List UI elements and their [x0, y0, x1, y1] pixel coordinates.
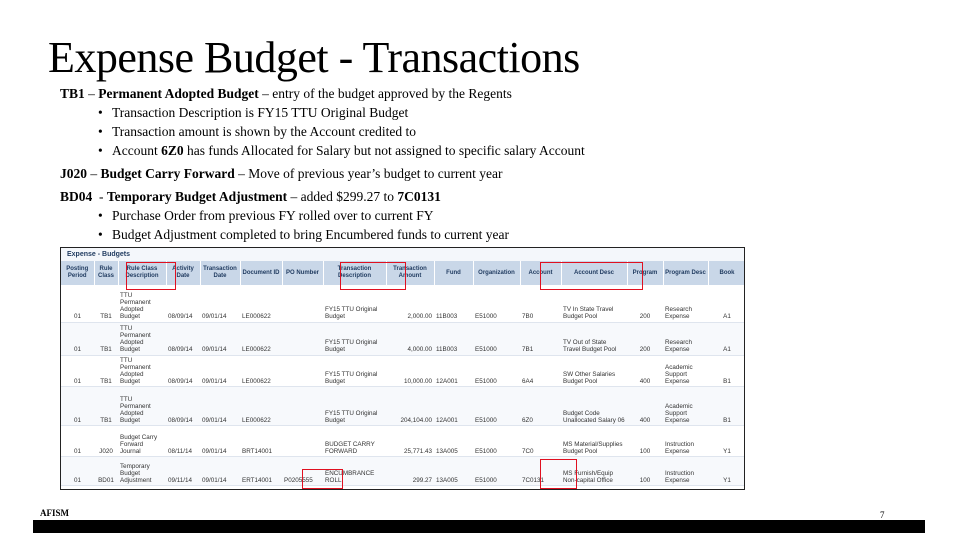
j020-heading: Budget Carry Forward: [100, 166, 235, 181]
bd04-bullet-1: • Purchase Order from previous FY rolled over to current FY: [60, 206, 920, 225]
table-cell: 01: [61, 355, 94, 387]
table-cell: 01: [61, 426, 94, 457]
column-header: Account Desc: [561, 261, 627, 285]
table-cell: 100: [627, 457, 663, 486]
column-header: Document ID: [240, 261, 282, 285]
table-cell: Y1: [708, 426, 745, 457]
table-cell: E51000: [473, 457, 520, 486]
table-cell: 200: [627, 285, 663, 322]
table-cell: Budget Code Unallocated Salary 06: [561, 387, 627, 426]
column-header: Book: [708, 261, 745, 285]
table-body: [61, 285, 745, 486]
table-cell: 12A001: [434, 387, 473, 426]
table-row: [61, 457, 745, 486]
tb1-bullet-3: • Account 6Z0 has funds Allocated for Salary but not assigned to specific salary Account: [60, 141, 920, 160]
table-cell: B1: [708, 387, 745, 426]
column-header: Program Desc: [663, 261, 708, 285]
table-cell: 12A001: [434, 355, 473, 387]
column-header: Transaction Date: [200, 261, 240, 285]
table-cell: 01: [61, 322, 94, 355]
table-cell: TV In State Travel Budget Pool: [561, 285, 627, 322]
table-cell: E51000: [473, 355, 520, 387]
table-cell: Instruction Expense: [663, 426, 708, 457]
tb1-heading: Permanent Adopted Budget: [98, 86, 259, 101]
table-cell: 11B003: [434, 322, 473, 355]
bd04-bullet-2: • Budget Adjustment completed to bring Encumbered funds to current year: [60, 225, 920, 244]
table-cell: [282, 285, 323, 322]
table-cell: MS Furnish/Equip Non-capital Office: [561, 457, 627, 486]
table-cell: TB1: [94, 387, 118, 426]
column-header: Program: [627, 261, 663, 285]
tb1-code: TB1: [60, 86, 85, 101]
table-cell: 2,000.00: [386, 285, 434, 322]
table-cell: 01: [61, 387, 94, 426]
table-row: [61, 387, 745, 426]
j020-code: J020: [60, 166, 87, 181]
table-cell: ERT14001: [240, 457, 282, 486]
table-cell: B1: [708, 355, 745, 387]
table-cell: 13A005: [434, 426, 473, 457]
table-cell: 09/01/14: [200, 457, 240, 486]
table-cell: 7B0: [520, 285, 561, 322]
table-cell: Research Expense: [663, 285, 708, 322]
table-cell: 09/01/14: [200, 387, 240, 426]
column-header: PO Number: [282, 261, 323, 285]
table-cell: TTU Permanent Adopted Budget: [118, 322, 166, 355]
table-cell: A1: [708, 322, 745, 355]
table-cell: BD01: [94, 457, 118, 486]
column-header: Account: [520, 261, 561, 285]
table-cell: 4,000.00: [386, 322, 434, 355]
slide-body: [60, 84, 920, 244]
table-cell: TB1: [94, 355, 118, 387]
table-cell: 299.27: [386, 457, 434, 486]
table-cell: MS Material/Supplies Budget Pool: [561, 426, 627, 457]
slide-title: Expense Budget - Transactions: [48, 33, 580, 82]
bd04-line: BD04 - Temporary Budget Adjustment – added $299.27 to 7C0131: [60, 189, 441, 204]
column-header: Posting Period: [61, 261, 94, 285]
table-cell: TTU Permanent Adopted Budget: [118, 285, 166, 322]
table-row: [61, 426, 745, 457]
table-cell: P0205555: [282, 457, 323, 486]
table-cell: E51000: [473, 285, 520, 322]
column-header: Rule Class: [94, 261, 118, 285]
table-cell: SW Other Salaries Budget Pool: [561, 355, 627, 387]
table-cell: Academic Support Expense: [663, 355, 708, 387]
table-cell: LE000622: [240, 322, 282, 355]
table-cell: 08/09/14: [166, 355, 200, 387]
footer-left-text: AFISM: [40, 508, 69, 518]
column-header: Fund: [434, 261, 473, 285]
table-cell: Research Expense: [663, 322, 708, 355]
column-header: Transaction Amount: [386, 261, 434, 285]
footer-bar: [33, 520, 925, 533]
table-row: [61, 355, 745, 387]
table-cell: TTU Permanent Adopted Budget: [118, 355, 166, 387]
table-cell: LE000622: [240, 387, 282, 426]
table-cell: 09/01/14: [200, 355, 240, 387]
table-cell: Instruction Expense: [663, 457, 708, 486]
table-cell: 204,104.00: [386, 387, 434, 426]
table-cell: 11B003: [434, 285, 473, 322]
table-header-row: [61, 261, 745, 285]
j020-line: J020 – Budget Carry Forward – Move of previous year’s budget to current year: [60, 166, 503, 181]
table-cell: ENCUMBRANCE ROLL: [323, 457, 386, 486]
tb1-line: TB1 – Permanent Adopted Budget – entry of the budget approved by the Regents: [60, 86, 512, 101]
table-caption: Expense - Budgets: [61, 248, 744, 261]
table-row: [61, 322, 745, 355]
table-cell: J020: [94, 426, 118, 457]
table-cell: E51000: [473, 387, 520, 426]
column-header: Transaction Description: [323, 261, 386, 285]
table-cell: [282, 387, 323, 426]
table-cell: [282, 322, 323, 355]
table-cell: 6A4: [520, 355, 561, 387]
table-cell: [282, 355, 323, 387]
table-cell: E51000: [473, 322, 520, 355]
table-cell: Budget Carry Forward Journal: [118, 426, 166, 457]
table-cell: BUDGET CARRY FORWARD: [323, 426, 386, 457]
table-cell: 08/09/14: [166, 285, 200, 322]
transactions-table: [61, 261, 745, 486]
table-cell: 7C0: [520, 426, 561, 457]
table-cell: FY15 TTU Original Budget: [323, 387, 386, 426]
table-cell: BRT14001: [240, 426, 282, 457]
table-cell: Academic Support Expense: [663, 387, 708, 426]
table-cell: LE000622: [240, 355, 282, 387]
table-cell: TTU Permanent Adopted Budget: [118, 387, 166, 426]
table-cell: 09/01/14: [200, 285, 240, 322]
table-cell: A1: [708, 285, 745, 322]
tb1-bullet-1: • Transaction Description is FY15 TTU Original Budget: [60, 103, 920, 122]
table-cell: FY15 TTU Original Budget: [323, 355, 386, 387]
table-cell: 08/09/14: [166, 322, 200, 355]
table-cell: LE000622: [240, 285, 282, 322]
column-header: Activity Date: [166, 261, 200, 285]
table-cell: 01: [61, 457, 94, 486]
table-cell: 7C0131: [520, 457, 561, 486]
table-cell: 09/01/14: [200, 322, 240, 355]
bd04-code: BD04: [60, 189, 93, 204]
table-cell: TV Out of State Travel Budget Pool: [561, 322, 627, 355]
expense-budget-table-screenshot: [60, 247, 745, 490]
table-cell: 01: [61, 285, 94, 322]
table-cell: Y1: [708, 457, 745, 486]
table-cell: FY15 TTU Original Budget: [323, 322, 386, 355]
column-header: Rule Class Description: [118, 261, 166, 285]
table-cell: 400: [627, 355, 663, 387]
table-cell: 08/09/14: [166, 387, 200, 426]
column-header: Organization: [473, 261, 520, 285]
table-cell: Temporary Budget Adjustment: [118, 457, 166, 486]
bd04-heading: Temporary Budget Adjustment: [106, 189, 288, 204]
table-cell: 09/11/14: [166, 457, 200, 486]
page-number: 7: [880, 510, 885, 520]
table-cell: 7B1: [520, 322, 561, 355]
table-cell: E51000: [473, 426, 520, 457]
table-cell: TB1: [94, 322, 118, 355]
table-row: [61, 285, 745, 322]
table-cell: FY15 TTU Original Budget: [323, 285, 386, 322]
table-cell: 100: [627, 426, 663, 457]
table-cell: 10,000.00: [386, 355, 434, 387]
table-cell: 13A005: [434, 457, 473, 486]
table-cell: 25,771.43: [386, 426, 434, 457]
table-cell: 08/11/14: [166, 426, 200, 457]
table-cell: 200: [627, 322, 663, 355]
table-cell: 400: [627, 387, 663, 426]
table-cell: 09/01/14: [200, 426, 240, 457]
table-cell: 6Z0: [520, 387, 561, 426]
tb1-bullet-2: • Transaction amount is shown by the Account credited to: [60, 122, 920, 141]
table-cell: [282, 426, 323, 457]
table-cell: TB1: [94, 285, 118, 322]
